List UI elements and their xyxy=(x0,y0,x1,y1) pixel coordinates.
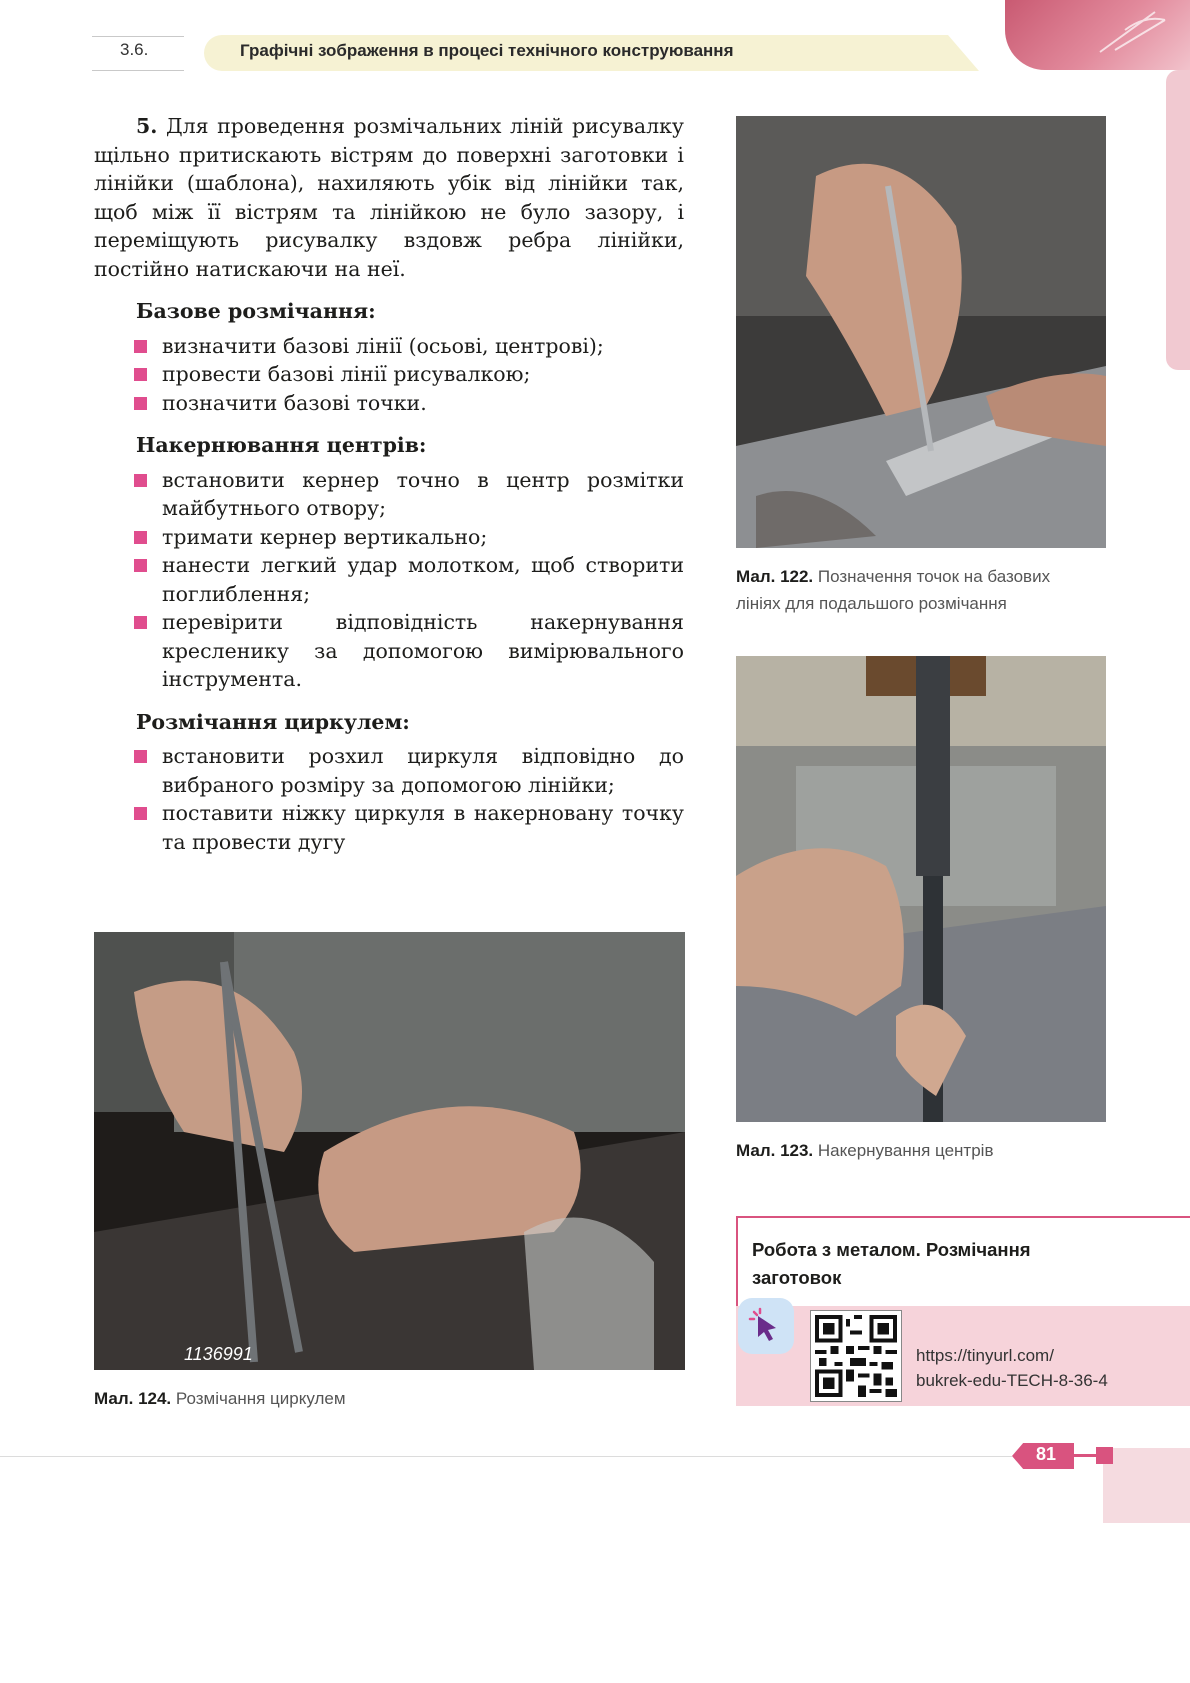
figure-123-caption xyxy=(736,1137,1096,1164)
list-item: встановити розхил циркуля відповідно до вибраного розміру за допомогою лінійки; xyxy=(162,742,684,799)
footer-rule xyxy=(0,1456,1012,1457)
figure-caption-text: Накернування центрів xyxy=(817,1141,994,1160)
url-line[interactable]: bukrek-edu-TECH-8-36-4 xyxy=(916,1371,1108,1390)
list-item: визначити базові лінії (осьові, центрові); xyxy=(162,332,684,361)
corner-decoration xyxy=(1005,0,1190,70)
list-item: провести базові лінії рисувалкою; xyxy=(162,360,684,389)
figure-122-caption xyxy=(736,563,1096,617)
figure-label: Мал. 122. xyxy=(736,567,814,586)
photo-compass-marking xyxy=(94,932,685,1370)
page-number: 81 xyxy=(1036,1444,1057,1464)
figure-label: Мал. 123. xyxy=(736,1141,814,1160)
step-text: Для проведення розмічальних ліній рисувалку щільно притискають вістрям до поверхні заготовки і лінійки (шаблона), нахиляють убік від лінійки так, щоб між її вістрям та лінійкою не було зазору, і переміщують рисувалку вздовж ребра лінійки, постійно натискаючи на неї. xyxy=(94,114,684,281)
section-heading: Накернювання центрів: xyxy=(136,433,427,457)
bullet-list xyxy=(94,466,684,694)
header-rule-bottom xyxy=(92,70,184,71)
main-text xyxy=(94,112,684,856)
step-number: 5. xyxy=(136,114,158,138)
page-badge-square xyxy=(1096,1447,1113,1464)
figure-124-caption xyxy=(94,1385,594,1412)
list-item: тримати кернер вертикально; xyxy=(162,523,684,552)
figure-label: Мал. 124. xyxy=(94,1389,172,1408)
figure-caption-text: Розмічання циркулем xyxy=(175,1389,346,1408)
online-resource-box xyxy=(736,1216,1190,1406)
bullet-list xyxy=(94,742,684,856)
page-badge-line xyxy=(1074,1454,1096,1457)
section-number: 3.6. xyxy=(120,40,149,59)
list-item: встановити кернер точно в центр розмітки майбутнього отвору; xyxy=(162,466,684,523)
qr-code-icon[interactable] xyxy=(810,1310,902,1402)
cursor-click-icon[interactable] xyxy=(738,1298,794,1354)
side-tab-bottom xyxy=(1103,1448,1190,1523)
resource-title: Робота з металом. Розмічання заготовок xyxy=(752,1239,1031,1288)
step-paragraph xyxy=(94,112,684,283)
figure-caption-text: Позначення точок на базових лініях для подальшого розмічання xyxy=(736,567,1051,613)
photo-scriber-marking xyxy=(736,116,1106,548)
bullet-list xyxy=(94,332,684,418)
section-heading: Розмічання циркулем: xyxy=(136,709,410,734)
chapter-title: Графічні зображення в процесі технічного конструювання xyxy=(240,41,734,60)
resource-link[interactable] xyxy=(916,1343,1108,1393)
list-item: перевірити відповідність накернування кресленику за допомогою вимірювального інструмента. xyxy=(162,608,684,694)
drawing-tools-icon xyxy=(1005,0,1190,70)
side-tab xyxy=(1166,70,1190,370)
header-rule-top xyxy=(92,36,184,37)
url-line[interactable]: https://tinyurl.com/ xyxy=(916,1346,1054,1365)
list-item: нанести легкий удар молотком, щоб створити поглиблення; xyxy=(162,551,684,608)
list-item: поставити ніжку циркуля в накерновану точку та провести дугу xyxy=(162,799,684,856)
photo-center-punching xyxy=(736,656,1106,1122)
photo-inscription: 1136991 xyxy=(184,1344,253,1364)
section-heading: Базове розмічання: xyxy=(136,299,376,323)
list-item: позначити базові точки. xyxy=(162,389,684,418)
